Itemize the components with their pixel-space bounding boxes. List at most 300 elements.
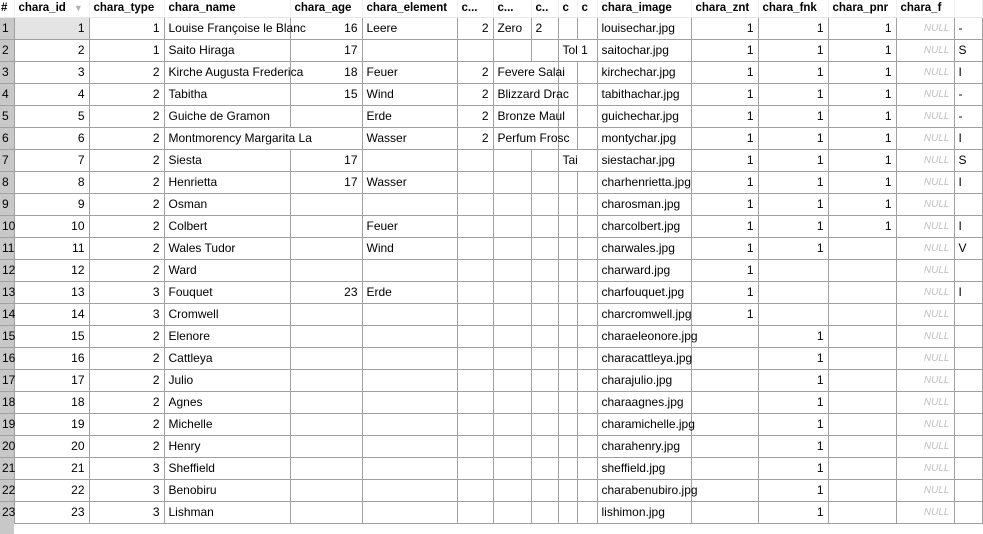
row-number-header[interactable] xyxy=(0,0,14,17)
row-number[interactable]: 8 xyxy=(0,171,14,193)
cell-partial-column[interactable]: S xyxy=(954,149,982,171)
cell-chara-pnr[interactable] xyxy=(828,303,896,325)
cell-chara-fnk[interactable]: 1 xyxy=(758,501,828,523)
column-header[interactable] xyxy=(828,0,896,17)
cell-c2[interactable] xyxy=(493,413,531,435)
cell-chara-type[interactable]: 2 xyxy=(89,259,164,281)
cell-c5[interactable] xyxy=(577,127,597,149)
cell-chara-pnr[interactable] xyxy=(828,435,896,457)
row-number[interactable]: 21 xyxy=(0,457,14,479)
row-number[interactable]: 3 xyxy=(0,61,14,83)
table-row[interactable] xyxy=(0,39,982,61)
cell-chara-name[interactable]: Ward xyxy=(164,259,290,281)
cell-chara-pnr[interactable] xyxy=(828,479,896,501)
cell-partial-column[interactable] xyxy=(954,391,982,413)
cell-chara-image[interactable]: lishimon.jpg xyxy=(597,501,691,523)
cell-chara-image[interactable]: charajulio.jpg xyxy=(597,369,691,391)
cell-chara-age[interactable]: 16 xyxy=(290,17,362,39)
cell-c3[interactable] xyxy=(531,303,558,325)
cell-chara-image[interactable]: kirchechar.jpg xyxy=(597,61,691,83)
table-row[interactable] xyxy=(0,259,982,281)
cell-chara-f-null[interactable]: NULL xyxy=(896,39,954,61)
cell-c5[interactable] xyxy=(577,215,597,237)
cell-chara-name[interactable]: Saito Hiraga xyxy=(164,39,290,61)
cell-c1[interactable] xyxy=(457,413,493,435)
table-row[interactable] xyxy=(0,413,982,435)
cell-chara-element[interactable] xyxy=(362,479,457,501)
table-row[interactable] xyxy=(0,61,982,83)
row-number[interactable]: 17 xyxy=(0,369,14,391)
cell-chara-element[interactable]: Erde xyxy=(362,105,457,127)
cell-chara-id[interactable]: 23 xyxy=(14,501,89,523)
cell-chara-f-null[interactable]: NULL xyxy=(896,325,954,347)
cell-c2[interactable]: Zero xyxy=(493,17,531,39)
cell-c3[interactable] xyxy=(531,193,558,215)
row-number[interactable]: 20 xyxy=(0,435,14,457)
cell-c5[interactable] xyxy=(577,237,597,259)
row-number[interactable]: 2 xyxy=(0,39,14,61)
cell-chara-id[interactable]: 10 xyxy=(14,215,89,237)
cell-c4[interactable] xyxy=(558,259,577,281)
cell-chara-type[interactable]: 3 xyxy=(89,281,164,303)
cell-c2[interactable] xyxy=(493,215,531,237)
cell-c4[interactable]: Tai xyxy=(558,149,597,171)
cell-chara-age[interactable]: 17 xyxy=(290,39,362,61)
cell-chara-element[interactable] xyxy=(362,193,457,215)
cell-chara-f-null[interactable]: NULL xyxy=(896,171,954,193)
cell-chara-age[interactable]: 18 xyxy=(290,61,362,83)
cell-chara-fnk[interactable]: 1 xyxy=(758,215,828,237)
cell-c2[interactable] xyxy=(493,259,531,281)
cell-chara-age[interactable] xyxy=(290,303,362,325)
cell-partial-column[interactable]: I xyxy=(954,171,982,193)
cell-chara-image[interactable]: louisechar.jpg xyxy=(597,17,691,39)
cell-chara-fnk[interactable] xyxy=(758,303,828,325)
cell-chara-age[interactable] xyxy=(290,193,362,215)
cell-chara-fnk[interactable]: 1 xyxy=(758,457,828,479)
cell-chara-f-null[interactable]: NULL xyxy=(896,303,954,325)
column-header[interactable] xyxy=(577,0,597,17)
sort-descending-icon[interactable]: ▼ xyxy=(73,3,83,14)
table-row[interactable] xyxy=(0,347,982,369)
cell-chara-name[interactable]: Montmorency Margarita La xyxy=(164,127,362,149)
cell-chara-type[interactable]: 2 xyxy=(89,61,164,83)
cell-c5[interactable] xyxy=(577,457,597,479)
cell-chara-element[interactable] xyxy=(362,457,457,479)
cell-c4[interactable] xyxy=(558,347,577,369)
cell-chara-pnr[interactable]: 1 xyxy=(828,149,896,171)
cell-chara-id[interactable]: 12 xyxy=(14,259,89,281)
cell-chara-type[interactable]: 2 xyxy=(89,347,164,369)
cell-c2[interactable]: Bronze Maul xyxy=(493,105,558,127)
cell-chara-fnk[interactable]: 1 xyxy=(758,17,828,39)
cell-chara-znt[interactable]: 1 xyxy=(691,237,758,259)
cell-chara-image[interactable]: guichechar.jpg xyxy=(597,105,691,127)
row-number[interactable]: 12 xyxy=(0,259,14,281)
cell-c5[interactable] xyxy=(577,501,597,523)
cell-chara-pnr[interactable] xyxy=(828,237,896,259)
cell-chara-image[interactable]: charabenubiro.jpg xyxy=(597,479,691,501)
cell-chara-image[interactable]: charahenry.jpg xyxy=(597,435,691,457)
cell-chara-znt[interactable] xyxy=(691,413,758,435)
cell-chara-type[interactable]: 2 xyxy=(89,391,164,413)
cell-chara-id[interactable]: 17 xyxy=(14,369,89,391)
cell-chara-znt[interactable] xyxy=(691,391,758,413)
column-header[interactable] xyxy=(558,0,577,17)
cell-chara-element[interactable]: Wasser xyxy=(362,171,457,193)
cell-chara-pnr[interactable]: 1 xyxy=(828,127,896,149)
cell-chara-znt[interactable]: 1 xyxy=(691,39,758,61)
cell-partial-column[interactable] xyxy=(954,259,982,281)
row-number[interactable]: 14 xyxy=(0,303,14,325)
cell-chara-element[interactable]: Leere xyxy=(362,17,457,39)
cell-chara-name[interactable]: Louise Françoise le Blanc xyxy=(164,17,290,39)
cell-chara-element[interactable] xyxy=(362,303,457,325)
cell-chara-pnr[interactable] xyxy=(828,347,896,369)
cell-chara-pnr[interactable] xyxy=(828,281,896,303)
cell-chara-element[interactable]: Feuer xyxy=(362,215,457,237)
cell-chara-fnk[interactable]: 1 xyxy=(758,369,828,391)
cell-chara-image[interactable]: charosman.jpg xyxy=(597,193,691,215)
cell-c5[interactable] xyxy=(577,83,597,105)
cell-chara-fnk[interactable] xyxy=(758,281,828,303)
column-header[interactable] xyxy=(758,0,828,17)
cell-chara-image[interactable]: charaeleonore.jpg xyxy=(597,325,691,347)
cell-chara-znt[interactable]: 1 xyxy=(691,105,758,127)
cell-chara-age[interactable] xyxy=(290,501,362,523)
cell-chara-f-null[interactable]: NULL xyxy=(896,193,954,215)
row-number[interactable]: 11 xyxy=(0,237,14,259)
cell-chara-fnk[interactable]: 1 xyxy=(758,237,828,259)
cell-chara-znt[interactable]: 1 xyxy=(691,281,758,303)
cell-c3[interactable] xyxy=(531,369,558,391)
cell-c4[interactable] xyxy=(558,193,577,215)
cell-chara-type[interactable]: 2 xyxy=(89,193,164,215)
cell-c4[interactable] xyxy=(558,215,577,237)
cell-chara-type[interactable]: 2 xyxy=(89,83,164,105)
row-number[interactable]: 16 xyxy=(0,347,14,369)
cell-chara-znt[interactable]: 1 xyxy=(691,17,758,39)
table-row[interactable] xyxy=(0,281,982,303)
cell-chara-image[interactable]: charaagnes.jpg xyxy=(597,391,691,413)
cell-chara-pnr[interactable]: 1 xyxy=(828,39,896,61)
cell-chara-type[interactable]: 2 xyxy=(89,237,164,259)
cell-chara-image[interactable]: characattleya.jpg xyxy=(597,347,691,369)
cell-c1[interactable] xyxy=(457,457,493,479)
row-number[interactable]: 19 xyxy=(0,413,14,435)
cell-chara-f-null[interactable]: NULL xyxy=(896,435,954,457)
cell-c4[interactable] xyxy=(558,325,577,347)
cell-c2[interactable] xyxy=(493,435,531,457)
cell-c4[interactable] xyxy=(558,479,577,501)
cell-chara-name[interactable]: Fouquet xyxy=(164,281,290,303)
cell-chara-fnk[interactable]: 1 xyxy=(758,193,828,215)
cell-chara-element[interactable] xyxy=(362,347,457,369)
cell-chara-element[interactable] xyxy=(362,435,457,457)
cell-c5[interactable] xyxy=(577,325,597,347)
cell-chara-element[interactable] xyxy=(362,259,457,281)
cell-chara-id[interactable]: 20 xyxy=(14,435,89,457)
cell-c1[interactable] xyxy=(457,149,493,171)
cell-chara-name[interactable]: Osman xyxy=(164,193,290,215)
cell-partial-column[interactable]: I xyxy=(954,127,982,149)
cell-c3[interactable]: 2 xyxy=(531,17,558,39)
cell-c5[interactable] xyxy=(577,303,597,325)
cell-chara-element[interactable]: Erde xyxy=(362,281,457,303)
cell-chara-f-null[interactable]: NULL xyxy=(896,83,954,105)
cell-c3[interactable] xyxy=(531,325,558,347)
cell-chara-type[interactable]: 2 xyxy=(89,127,164,149)
column-header[interactable] xyxy=(597,0,691,17)
cell-chara-image[interactable]: charamichelle.jpg xyxy=(597,413,691,435)
cell-c1[interactable]: 2 xyxy=(457,105,493,127)
column-header[interactable] xyxy=(457,0,493,17)
cell-chara-image[interactable]: charcolbert.jpg xyxy=(597,215,691,237)
cell-chara-image[interactable]: sheffield.jpg xyxy=(597,457,691,479)
cell-chara-f-null[interactable]: NULL xyxy=(896,61,954,83)
cell-chara-type[interactable]: 3 xyxy=(89,479,164,501)
cell-chara-id[interactable]: 16 xyxy=(14,347,89,369)
cell-partial-column[interactable] xyxy=(954,457,982,479)
cell-c2[interactable]: Fevere Salai xyxy=(493,61,558,83)
cell-chara-id[interactable]: 15 xyxy=(14,325,89,347)
cell-chara-age[interactable]: 17 xyxy=(290,171,362,193)
column-header[interactable] xyxy=(290,0,362,17)
cell-c1[interactable] xyxy=(457,39,493,61)
cell-c2[interactable] xyxy=(493,149,531,171)
cell-chara-element[interactable]: Feuer xyxy=(362,61,457,83)
cell-c1[interactable] xyxy=(457,281,493,303)
cell-chara-type[interactable]: 2 xyxy=(89,325,164,347)
cell-c4[interactable] xyxy=(558,281,577,303)
cell-chara-element[interactable] xyxy=(362,325,457,347)
cell-chara-f-null[interactable]: NULL xyxy=(896,347,954,369)
cell-chara-type[interactable]: 2 xyxy=(89,413,164,435)
table-row[interactable] xyxy=(0,105,982,127)
cell-chara-znt[interactable] xyxy=(691,479,758,501)
column-header[interactable] xyxy=(531,0,558,17)
cell-chara-f-null[interactable]: NULL xyxy=(896,17,954,39)
cell-chara-fnk[interactable]: 1 xyxy=(758,171,828,193)
cell-c1[interactable]: 2 xyxy=(457,83,493,105)
table-row[interactable] xyxy=(0,325,982,347)
cell-c5[interactable] xyxy=(577,17,597,39)
table-row[interactable] xyxy=(0,435,982,457)
cell-chara-fnk[interactable]: 1 xyxy=(758,347,828,369)
cell-chara-age[interactable] xyxy=(290,369,362,391)
cell-chara-id[interactable]: 1 xyxy=(14,17,89,39)
cell-c2[interactable]: Perfum Frosc xyxy=(493,127,558,149)
cell-c4[interactable] xyxy=(558,303,577,325)
cell-c5[interactable] xyxy=(577,435,597,457)
cell-chara-name[interactable]: Henrietta xyxy=(164,171,290,193)
cell-chara-name[interactable]: Wales Tudor xyxy=(164,237,290,259)
cell-chara-type[interactable]: 3 xyxy=(89,457,164,479)
cell-chara-age[interactable] xyxy=(290,413,362,435)
cell-chara-element[interactable] xyxy=(362,39,457,61)
cell-chara-id[interactable]: 13 xyxy=(14,281,89,303)
row-number[interactable]: 22 xyxy=(0,479,14,501)
cell-partial-column[interactable]: I xyxy=(954,215,982,237)
cell-partial-column[interactable]: - xyxy=(954,83,982,105)
cell-chara-f-null[interactable]: NULL xyxy=(896,237,954,259)
cell-c2[interactable] xyxy=(493,39,531,61)
cell-chara-pnr[interactable]: 1 xyxy=(828,193,896,215)
cell-c1[interactable] xyxy=(457,303,493,325)
cell-c2[interactable] xyxy=(493,501,531,523)
cell-c3[interactable] xyxy=(531,171,558,193)
column-header[interactable] xyxy=(896,0,954,17)
cell-c3[interactable] xyxy=(531,259,558,281)
cell-chara-image[interactable]: charwales.jpg xyxy=(597,237,691,259)
cell-chara-znt[interactable]: 1 xyxy=(691,127,758,149)
cell-c2[interactable] xyxy=(493,171,531,193)
cell-chara-znt[interactable]: 1 xyxy=(691,171,758,193)
cell-c4[interactable]: Tol 1 xyxy=(558,39,597,61)
cell-chara-pnr[interactable]: 1 xyxy=(828,105,896,127)
row-number[interactable]: 1 xyxy=(0,17,14,39)
cell-c2[interactable] xyxy=(493,347,531,369)
table-row[interactable] xyxy=(0,303,982,325)
column-header[interactable] xyxy=(362,0,457,17)
cell-chara-fnk[interactable]: 1 xyxy=(758,413,828,435)
cell-chara-pnr[interactable] xyxy=(828,457,896,479)
row-number[interactable]: 5 xyxy=(0,105,14,127)
table-row[interactable] xyxy=(0,391,982,413)
cell-chara-name[interactable]: Julio xyxy=(164,369,290,391)
cell-c4[interactable] xyxy=(558,369,577,391)
cell-chara-age[interactable]: 23 xyxy=(290,281,362,303)
cell-chara-fnk[interactable]: 1 xyxy=(758,391,828,413)
cell-partial-column[interactable]: V xyxy=(954,237,982,259)
row-number[interactable]: 18 xyxy=(0,391,14,413)
cell-chara-name[interactable]: Siesta xyxy=(164,149,290,171)
cell-c3[interactable] xyxy=(531,347,558,369)
cell-c5[interactable] xyxy=(577,479,597,501)
cell-c1[interactable] xyxy=(457,325,493,347)
cell-chara-age[interactable] xyxy=(290,435,362,457)
cell-chara-name[interactable]: Tabitha xyxy=(164,83,290,105)
cell-partial-column[interactable] xyxy=(954,303,982,325)
cell-partial-column[interactable] xyxy=(954,413,982,435)
cell-c5[interactable] xyxy=(577,347,597,369)
table-row[interactable] xyxy=(0,369,982,391)
cell-c3[interactable] xyxy=(531,39,558,61)
cell-c2[interactable] xyxy=(493,457,531,479)
cell-chara-age[interactable] xyxy=(290,105,362,127)
cell-c4[interactable] xyxy=(558,457,577,479)
table-row[interactable] xyxy=(0,193,982,215)
table-row[interactable] xyxy=(0,127,982,149)
cell-chara-element[interactable]: Wind xyxy=(362,83,457,105)
cell-chara-id[interactable]: 2 xyxy=(14,39,89,61)
cell-chara-f-null[interactable]: NULL xyxy=(896,127,954,149)
cell-chara-id[interactable]: 6 xyxy=(14,127,89,149)
cell-c1[interactable] xyxy=(457,369,493,391)
cell-chara-f-null[interactable]: NULL xyxy=(896,149,954,171)
cell-chara-f-null[interactable]: NULL xyxy=(896,479,954,501)
cell-chara-fnk[interactable]: 1 xyxy=(758,83,828,105)
cell-partial-column[interactable] xyxy=(954,501,982,523)
cell-chara-image[interactable]: montychar.jpg xyxy=(597,127,691,149)
cell-chara-type[interactable]: 1 xyxy=(89,17,164,39)
cell-chara-age[interactable] xyxy=(290,237,362,259)
cell-chara-pnr[interactable] xyxy=(828,413,896,435)
cell-c5[interactable] xyxy=(577,171,597,193)
table-row[interactable] xyxy=(0,83,982,105)
cell-chara-id[interactable]: 9 xyxy=(14,193,89,215)
cell-chara-type[interactable]: 3 xyxy=(89,501,164,523)
cell-c4[interactable] xyxy=(558,413,577,435)
cell-chara-name[interactable]: Michelle xyxy=(164,413,290,435)
cell-chara-image[interactable]: charhenrietta.jpg xyxy=(597,171,691,193)
cell-chara-znt[interactable]: 1 xyxy=(691,259,758,281)
cell-c1[interactable] xyxy=(457,479,493,501)
cell-chara-id[interactable]: 11 xyxy=(14,237,89,259)
cell-chara-age[interactable]: 15 xyxy=(290,83,362,105)
cell-c3[interactable] xyxy=(531,435,558,457)
cell-chara-age[interactable] xyxy=(290,479,362,501)
cell-chara-f-null[interactable]: NULL xyxy=(896,501,954,523)
cell-chara-element[interactable] xyxy=(362,149,457,171)
cell-chara-image[interactable]: charfouquet.jpg xyxy=(597,281,691,303)
cell-chara-element[interactable] xyxy=(362,369,457,391)
cell-partial-column[interactable]: - xyxy=(954,17,982,39)
cell-chara-znt[interactable] xyxy=(691,325,758,347)
row-number[interactable]: 9 xyxy=(0,193,14,215)
cell-c1[interactable] xyxy=(457,193,493,215)
cell-chara-id[interactable]: 19 xyxy=(14,413,89,435)
cell-c2[interactable] xyxy=(493,281,531,303)
cell-chara-f-null[interactable]: NULL xyxy=(896,259,954,281)
cell-chara-element[interactable] xyxy=(362,413,457,435)
cell-c4[interactable] xyxy=(558,17,577,39)
cell-c4[interactable] xyxy=(558,435,577,457)
cell-c5[interactable] xyxy=(577,193,597,215)
cell-chara-id[interactable]: 7 xyxy=(14,149,89,171)
table-row[interactable] xyxy=(0,171,982,193)
cell-c1[interactable] xyxy=(457,347,493,369)
cell-chara-pnr[interactable]: 1 xyxy=(828,61,896,83)
cell-chara-age[interactable] xyxy=(290,215,362,237)
cell-c1[interactable] xyxy=(457,435,493,457)
cell-chara-name[interactable]: Sheffield xyxy=(164,457,290,479)
table-row[interactable] xyxy=(0,457,982,479)
row-number[interactable]: 6 xyxy=(0,127,14,149)
cell-c4[interactable] xyxy=(558,501,577,523)
cell-c5[interactable] xyxy=(577,281,597,303)
cell-partial-column[interactable]: S xyxy=(954,39,982,61)
cell-chara-fnk[interactable]: 1 xyxy=(758,105,828,127)
cell-c5[interactable] xyxy=(577,61,597,83)
cell-chara-age[interactable] xyxy=(290,391,362,413)
cell-chara-type[interactable]: 2 xyxy=(89,105,164,127)
row-number[interactable]: 4 xyxy=(0,83,14,105)
cell-chara-name[interactable]: Guiche de Gramon xyxy=(164,105,290,127)
row-number[interactable]: 10 xyxy=(0,215,14,237)
cell-chara-id[interactable]: 8 xyxy=(14,171,89,193)
cell-chara-age[interactable] xyxy=(290,325,362,347)
cell-chara-pnr[interactable]: 1 xyxy=(828,215,896,237)
cell-c5[interactable] xyxy=(577,369,597,391)
cell-chara-fnk[interactable]: 1 xyxy=(758,39,828,61)
cell-partial-column[interactable] xyxy=(954,347,982,369)
cell-chara-pnr[interactable] xyxy=(828,259,896,281)
table-row[interactable] xyxy=(0,479,982,501)
column-header[interactable] xyxy=(14,0,89,17)
cell-partial-column[interactable] xyxy=(954,325,982,347)
cell-chara-id[interactable]: 5 xyxy=(14,105,89,127)
